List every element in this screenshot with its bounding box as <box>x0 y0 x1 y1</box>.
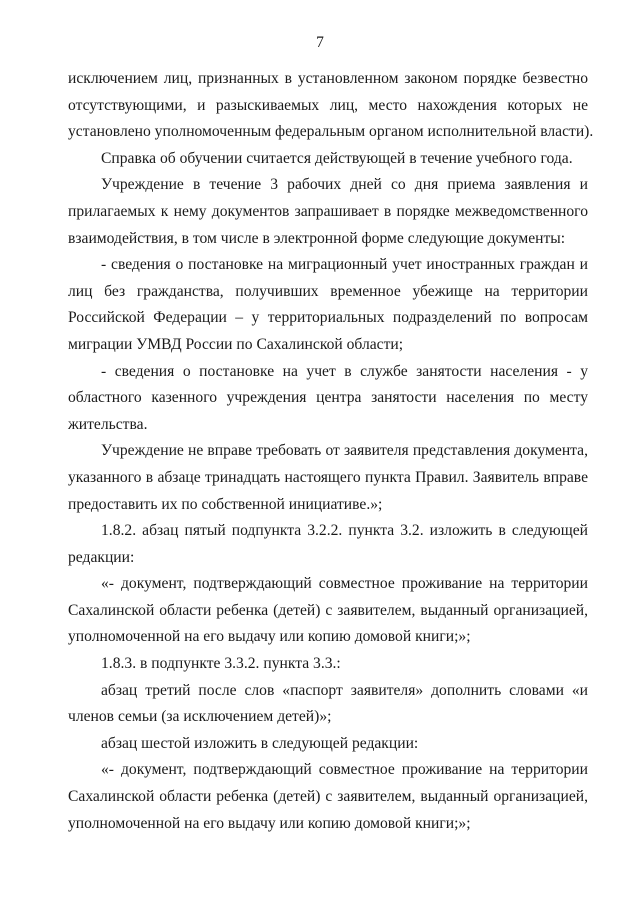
text-line: указанного в абзаце тринадцать настоящего пункта Правил. Заявитель вправе <box>68 468 588 486</box>
text-line: миграции УМВД России по Сахалинской области; <box>68 335 404 353</box>
paragraph <box>68 757 588 837</box>
text-line: уполномоченной на его выдачу или копию домовой книги;»; <box>68 814 471 832</box>
text-line: взаимодействия, в том числе в электронной форме следующие документы: <box>68 229 566 247</box>
text-line: редакции: <box>68 548 135 566</box>
text-line: уполномоченной на его выдачу или копию домовой книги;»; <box>68 628 471 646</box>
document-body <box>68 66 594 837</box>
text-line: абзац третий после слов «паспорт заявителя» дополнить словами «и <box>101 681 588 699</box>
text-line: 1.8.3. в подпункте 3.3.2. пункта 3.3.: <box>101 655 341 673</box>
text-line: прилагаемых к нему документов запрашивает в порядке межведомственного <box>68 202 588 220</box>
text-line: Учреждение в течение 3 рабочих дней со дня приема заявления и <box>101 176 588 194</box>
paragraph <box>68 571 588 651</box>
paragraph <box>68 172 588 252</box>
text-line: 1.8.2. абзац пятый подпункта 3.2.2. пункта 3.2. изложить в следующей <box>101 522 588 540</box>
text-line: Сахалинской области ребенка (детей) с заявителем, выданный организацией, <box>68 601 588 619</box>
text-line: Сахалинской области ребенка (детей) с заявителем, выданный организацией, <box>68 788 588 806</box>
text-line: Российской Федерации – у территориальных подразделений по вопросам <box>68 309 588 327</box>
paragraph <box>68 651 588 678</box>
paragraph <box>68 438 588 518</box>
text-line: «- документ, подтверждающий совместное проживание на территории <box>101 761 588 779</box>
text-line: членов семьи (за исключением детей)»; <box>68 708 332 726</box>
text-line: областного казенного учреждения центра занятости населения по месту <box>68 389 588 407</box>
text-line: - сведения о постановке на миграционный учет иностранных граждан и <box>101 256 588 274</box>
text-line: лиц без гражданства, получивших временное убежище на территории <box>68 282 588 300</box>
paragraph <box>68 146 588 173</box>
paragraph <box>68 359 588 439</box>
paragraph <box>68 731 588 758</box>
paragraph <box>68 252 588 358</box>
text-line: жительства. <box>68 415 148 433</box>
text-line: Учреждение не вправе требовать от заявителя представления документа, <box>101 442 588 460</box>
page-number: 7 <box>316 34 324 51</box>
text-line: «- документ, подтверждающий совместное проживание на территории <box>101 575 588 593</box>
paragraph <box>68 678 588 731</box>
text-line: отсутствующими, и разыскиваемых лиц, место нахождения которых не <box>68 96 588 114</box>
text-line: Справка об обучении считается действующей в течение учебного года. <box>101 149 573 167</box>
paragraph <box>68 518 588 571</box>
text-line: абзац шестой изложить в следующей редакции: <box>101 734 419 752</box>
text-line: - сведения о постановке на учет в службе занятости населения - у <box>101 362 588 380</box>
paragraph <box>68 66 594 146</box>
text-line: установлено уполномоченным федеральным органом исполнительной власти). <box>68 123 594 141</box>
text-line: предоставить их по собственной инициативе.»; <box>68 495 383 513</box>
text-line: исключением лиц, признанных в установленном законом порядке безвестно <box>68 70 588 87</box>
